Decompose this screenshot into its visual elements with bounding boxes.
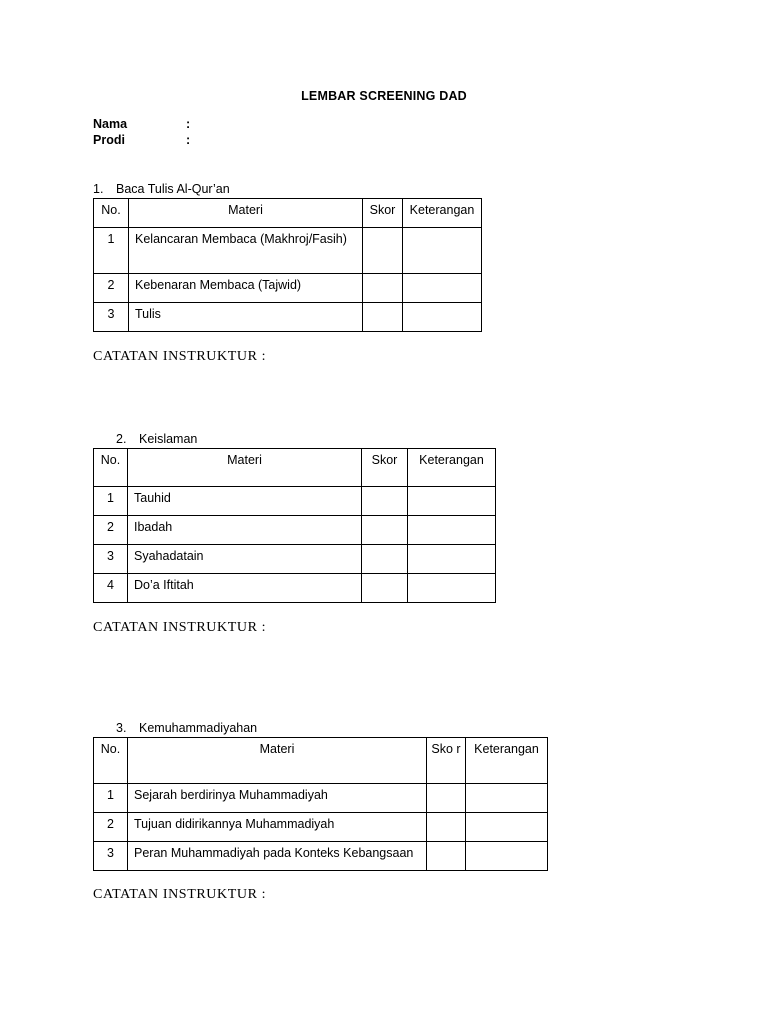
table-row <box>94 274 482 303</box>
prodi-colon: : <box>186 133 191 147</box>
header-materi: Materi <box>128 449 362 487</box>
row-materi: Kebenaran Membaca (Tajwid) <box>129 274 363 303</box>
header-keterangan: Keterangan <box>403 199 482 228</box>
header-keterangan: Keterangan <box>408 449 496 487</box>
row-number: 3 <box>94 303 129 332</box>
prodi-label: Prodi <box>93 133 125 147</box>
table-row <box>94 813 548 842</box>
header-materi: Materi <box>128 738 427 784</box>
section-2-heading <box>116 432 197 446</box>
row-number: 1 <box>94 487 128 516</box>
row-number: 2 <box>94 516 128 545</box>
skor-cell[interactable] <box>362 574 408 603</box>
keterangan-cell[interactable] <box>466 784 548 813</box>
catatan-instruktur-2: CATATAN INSTRUKTUR : <box>93 620 267 635</box>
keterangan-cell[interactable] <box>403 303 482 332</box>
section-title: Keislaman <box>139 432 198 446</box>
skor-cell[interactable] <box>363 303 403 332</box>
section-number: 1. <box>93 182 104 196</box>
table-row <box>94 303 482 332</box>
keterangan-cell[interactable] <box>408 487 496 516</box>
row-number: 3 <box>94 545 128 574</box>
table-row <box>94 784 548 813</box>
skor-cell[interactable] <box>362 487 408 516</box>
page-title: LEMBAR SCREENING DAD <box>301 89 467 103</box>
section-number: 3. <box>116 721 127 735</box>
keterangan-cell[interactable] <box>466 813 548 842</box>
section-number: 2. <box>116 432 127 446</box>
keterangan-cell[interactable] <box>408 516 496 545</box>
keterangan-cell[interactable] <box>403 228 482 274</box>
header-no: No. <box>94 449 128 487</box>
header-materi: Materi <box>129 199 363 228</box>
row-number: 2 <box>94 274 129 303</box>
row-materi: Syahadatain <box>128 545 362 574</box>
section-3-table <box>93 737 548 871</box>
skor-cell[interactable] <box>363 228 403 274</box>
row-materi: Tujuan didirikannya Muhammadiyah <box>128 813 427 842</box>
nama-label: Nama <box>93 117 128 131</box>
row-number: 1 <box>94 228 129 274</box>
keterangan-cell[interactable] <box>408 545 496 574</box>
row-materi: Ibadah <box>128 516 362 545</box>
catatan-instruktur-3: CATATAN INSTRUKTUR : <box>93 887 267 902</box>
table-row <box>94 574 496 603</box>
header-skor: Sko r <box>427 738 466 784</box>
nama-colon: : <box>186 117 191 131</box>
table-header-row <box>94 738 548 784</box>
skor-cell[interactable] <box>427 784 466 813</box>
row-number: 2 <box>94 813 128 842</box>
header-skor: Skor <box>362 449 408 487</box>
header-skor: Skor <box>363 199 403 228</box>
table-row <box>94 842 548 871</box>
table-header-row <box>94 449 496 487</box>
keterangan-cell[interactable] <box>466 842 548 871</box>
section-1-heading <box>93 182 230 196</box>
row-number: 4 <box>94 574 128 603</box>
table-header-row <box>94 199 482 228</box>
keterangan-cell[interactable] <box>408 574 496 603</box>
row-number: 1 <box>94 784 128 813</box>
section-title: Kemuhammadiyahan <box>139 721 258 735</box>
skor-cell[interactable] <box>363 274 403 303</box>
section-2-table <box>93 448 496 603</box>
section-title: Baca Tulis Al-Qur’an <box>116 182 230 196</box>
row-materi: Sejarah berdirinya Muhammadiyah <box>128 784 427 813</box>
row-materi: Do’a Iftitah <box>128 574 362 603</box>
row-materi: Kelancaran Membaca (Makhroj/Fasih) <box>129 228 363 274</box>
keterangan-cell[interactable] <box>403 274 482 303</box>
skor-cell[interactable] <box>362 516 408 545</box>
table-row <box>94 228 482 274</box>
table-row <box>94 545 496 574</box>
header-no: No. <box>94 199 129 228</box>
row-materi: Tauhid <box>128 487 362 516</box>
catatan-instruktur-1: CATATAN INSTRUKTUR : <box>93 349 267 364</box>
skor-cell[interactable] <box>362 545 408 574</box>
row-materi: Peran Muhammadiyah pada Konteks Kebangsaan <box>128 842 427 871</box>
table-row <box>94 487 496 516</box>
skor-cell[interactable] <box>427 842 466 871</box>
row-number: 3 <box>94 842 128 871</box>
header-no: No. <box>94 738 128 784</box>
row-materi: Tulis <box>129 303 363 332</box>
header-keterangan: Keterangan <box>466 738 548 784</box>
table-row <box>94 516 496 545</box>
section-1-table <box>93 198 482 332</box>
skor-cell[interactable] <box>427 813 466 842</box>
section-3-heading <box>116 721 257 735</box>
